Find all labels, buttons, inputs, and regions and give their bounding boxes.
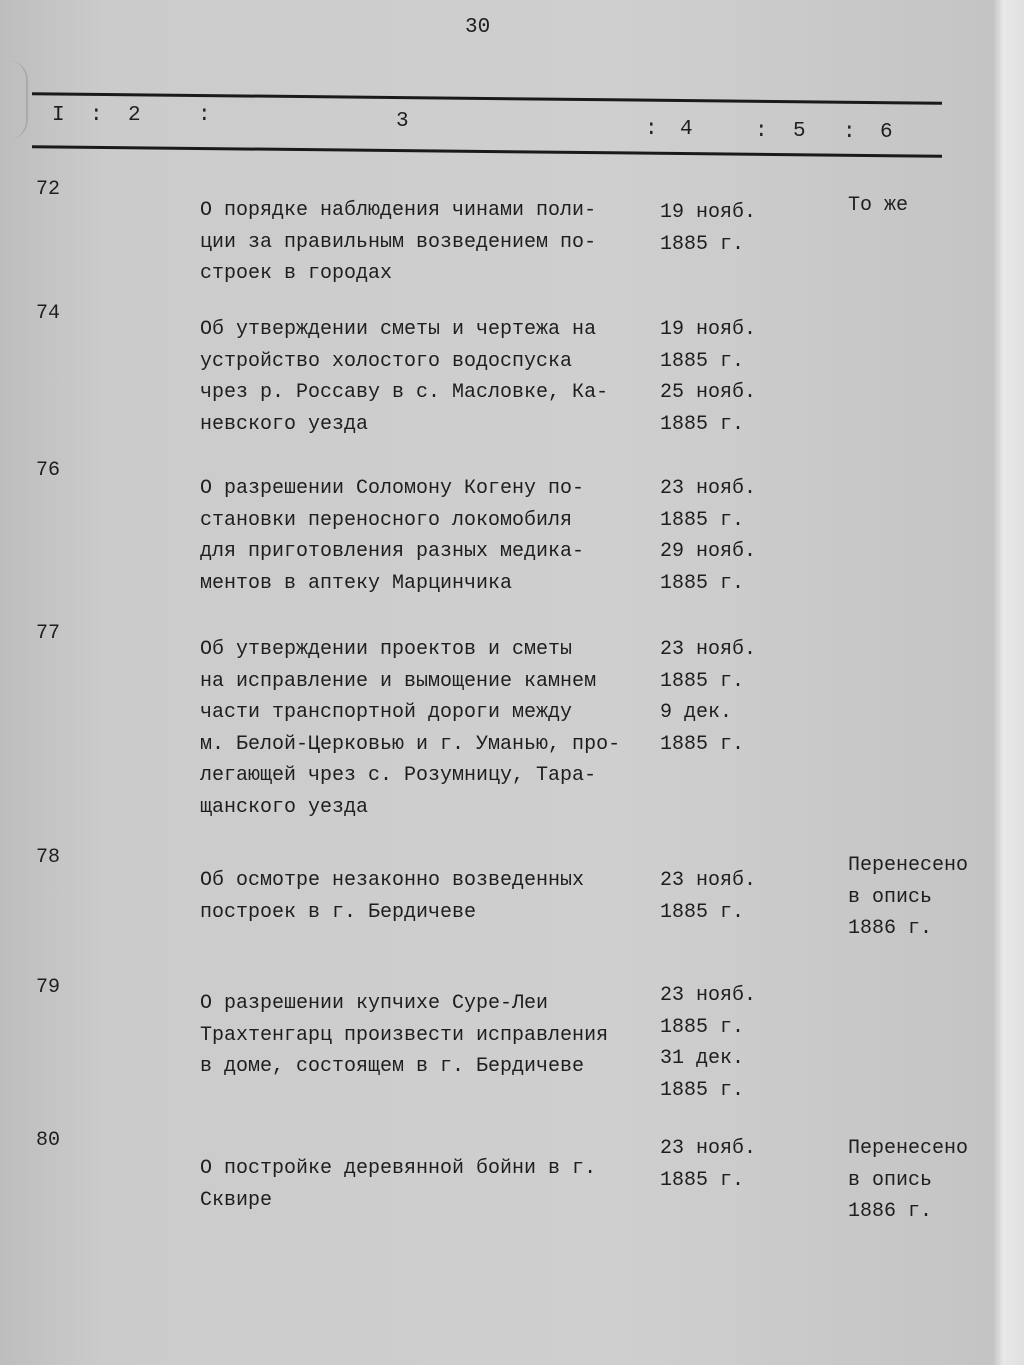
date-line: 1885 г.	[660, 669, 745, 693]
description-line: О разрешении купчихе Суре-Леи	[200, 992, 549, 1015]
note-line: в опись	[848, 1168, 933, 1192]
item-note	[848, 1133, 968, 1228]
date-line: 31 дек.	[660, 1047, 745, 1070]
date-line: 1885 г.	[660, 732, 745, 756]
date-line: 23 нояб.	[660, 1137, 757, 1160]
date-line: 1885 г.	[660, 1078, 745, 1102]
date-line: 19 нояб.	[660, 201, 757, 224]
header-col-5: 5	[793, 120, 806, 143]
note-line: Перенесено	[848, 854, 969, 877]
item-number: 79	[36, 976, 61, 999]
date-line: 29 нояб.	[660, 540, 757, 563]
item-description	[200, 988, 660, 1083]
description-line: О постройке деревянной бойни в г.	[200, 1157, 597, 1180]
date-line: 1885 г.	[660, 349, 745, 373]
date-line: 9 дек.	[660, 701, 733, 724]
header-separator: :	[90, 104, 103, 127]
header-col-4: 4	[680, 118, 693, 141]
date-line: 23 нояб.	[660, 638, 757, 661]
description-line: Об осмотре незаконно возведенных	[200, 869, 585, 892]
date-line: 1885 г.	[660, 900, 745, 924]
item-dates	[660, 1133, 756, 1196]
description-line: строек в городах	[200, 262, 393, 285]
date-line: 1885 г.	[660, 508, 745, 532]
description-line: легающей чрез с. Розумницу, Тара-	[200, 764, 597, 787]
description-line: ции за правильным возведением по-	[200, 230, 597, 254]
header-separator: :	[755, 120, 768, 143]
item-note	[848, 850, 968, 945]
note-line: 1886 г.	[848, 917, 933, 940]
date-line: 1885 г.	[660, 1168, 745, 1192]
date-line: 1885 г.	[660, 412, 745, 436]
item-number: 78	[36, 846, 61, 869]
description-line: Об утверждении проектов и сметы	[200, 638, 573, 661]
description-line: О порядке наблюдения чинами поли-	[200, 199, 597, 222]
item-description	[200, 634, 660, 823]
item-description	[200, 1153, 660, 1216]
date-line: 1885 г.	[660, 1015, 745, 1039]
note-line: То же	[848, 194, 909, 217]
date-line: 1885 г.	[660, 571, 745, 595]
item-dates	[660, 980, 756, 1106]
header-separator: :	[198, 104, 211, 127]
header-top-rule	[32, 92, 942, 105]
item-number: 76	[36, 459, 61, 482]
description-line: невского уезда	[200, 412, 369, 436]
date-line: 23 нояб.	[660, 477, 757, 500]
note-line: Перенесено	[848, 1137, 969, 1160]
description-line: построек в г. Бердичеве	[200, 900, 477, 924]
date-line: 19 нояб.	[660, 318, 757, 341]
description-line: Трахтенгарц произвести исправления	[200, 1023, 609, 1047]
header-col-3: 3	[396, 110, 409, 133]
header-separator: :	[645, 118, 658, 141]
item-dates	[660, 473, 756, 599]
description-line: О разрешении Соломону Когену по-	[200, 477, 585, 500]
item-number: 72	[36, 178, 61, 201]
header-separator: :	[843, 121, 856, 144]
item-dates	[660, 314, 756, 440]
description-line: на исправление и вымощение камнем	[200, 669, 597, 693]
item-number: 74	[36, 302, 61, 325]
item-description	[200, 865, 660, 928]
date-line: 23 нояб.	[660, 869, 757, 892]
header-col-6: 6	[880, 121, 893, 144]
note-line: в опись	[848, 885, 933, 909]
item-description	[200, 314, 660, 440]
binding-edge	[0, 60, 28, 140]
item-note	[848, 190, 908, 222]
description-line: для приготовления разных медика-	[200, 540, 585, 563]
header-col-1: I	[52, 104, 65, 127]
description-line: чрез р. Россаву в с. Масловке, Ка-	[200, 381, 609, 404]
note-line: 1886 г.	[848, 1200, 933, 1223]
date-line: 23 нояб.	[660, 984, 757, 1007]
item-number: 77	[36, 622, 61, 645]
item-dates	[660, 634, 756, 760]
item-dates	[660, 197, 756, 260]
item-description	[200, 195, 660, 290]
header-bottom-rule	[32, 145, 942, 158]
description-line: Сквире	[200, 1188, 273, 1212]
description-line: в доме, состоящем в г. Бердичеве	[200, 1055, 585, 1078]
item-number: 80	[36, 1129, 61, 1152]
description-line: Об утверждении сметы и чертежа на	[200, 318, 597, 341]
description-line: становки переносного локомобиля	[200, 508, 573, 532]
description-line: устройство холостого водоспуска	[200, 349, 573, 373]
description-line: части транспортной дороги между	[200, 701, 573, 724]
item-dates	[660, 865, 756, 928]
page-number: 30	[465, 16, 491, 39]
description-line: м. Белой-Церковью и г. Уманью, про-	[200, 732, 621, 756]
date-line: 1885 г.	[660, 232, 745, 256]
description-line: щанского уезда	[200, 795, 369, 819]
date-line: 25 нояб.	[660, 381, 757, 404]
description-line: ментов в аптеку Марцинчика	[200, 571, 513, 595]
item-description	[200, 473, 660, 599]
header-col-2: 2	[128, 104, 141, 127]
